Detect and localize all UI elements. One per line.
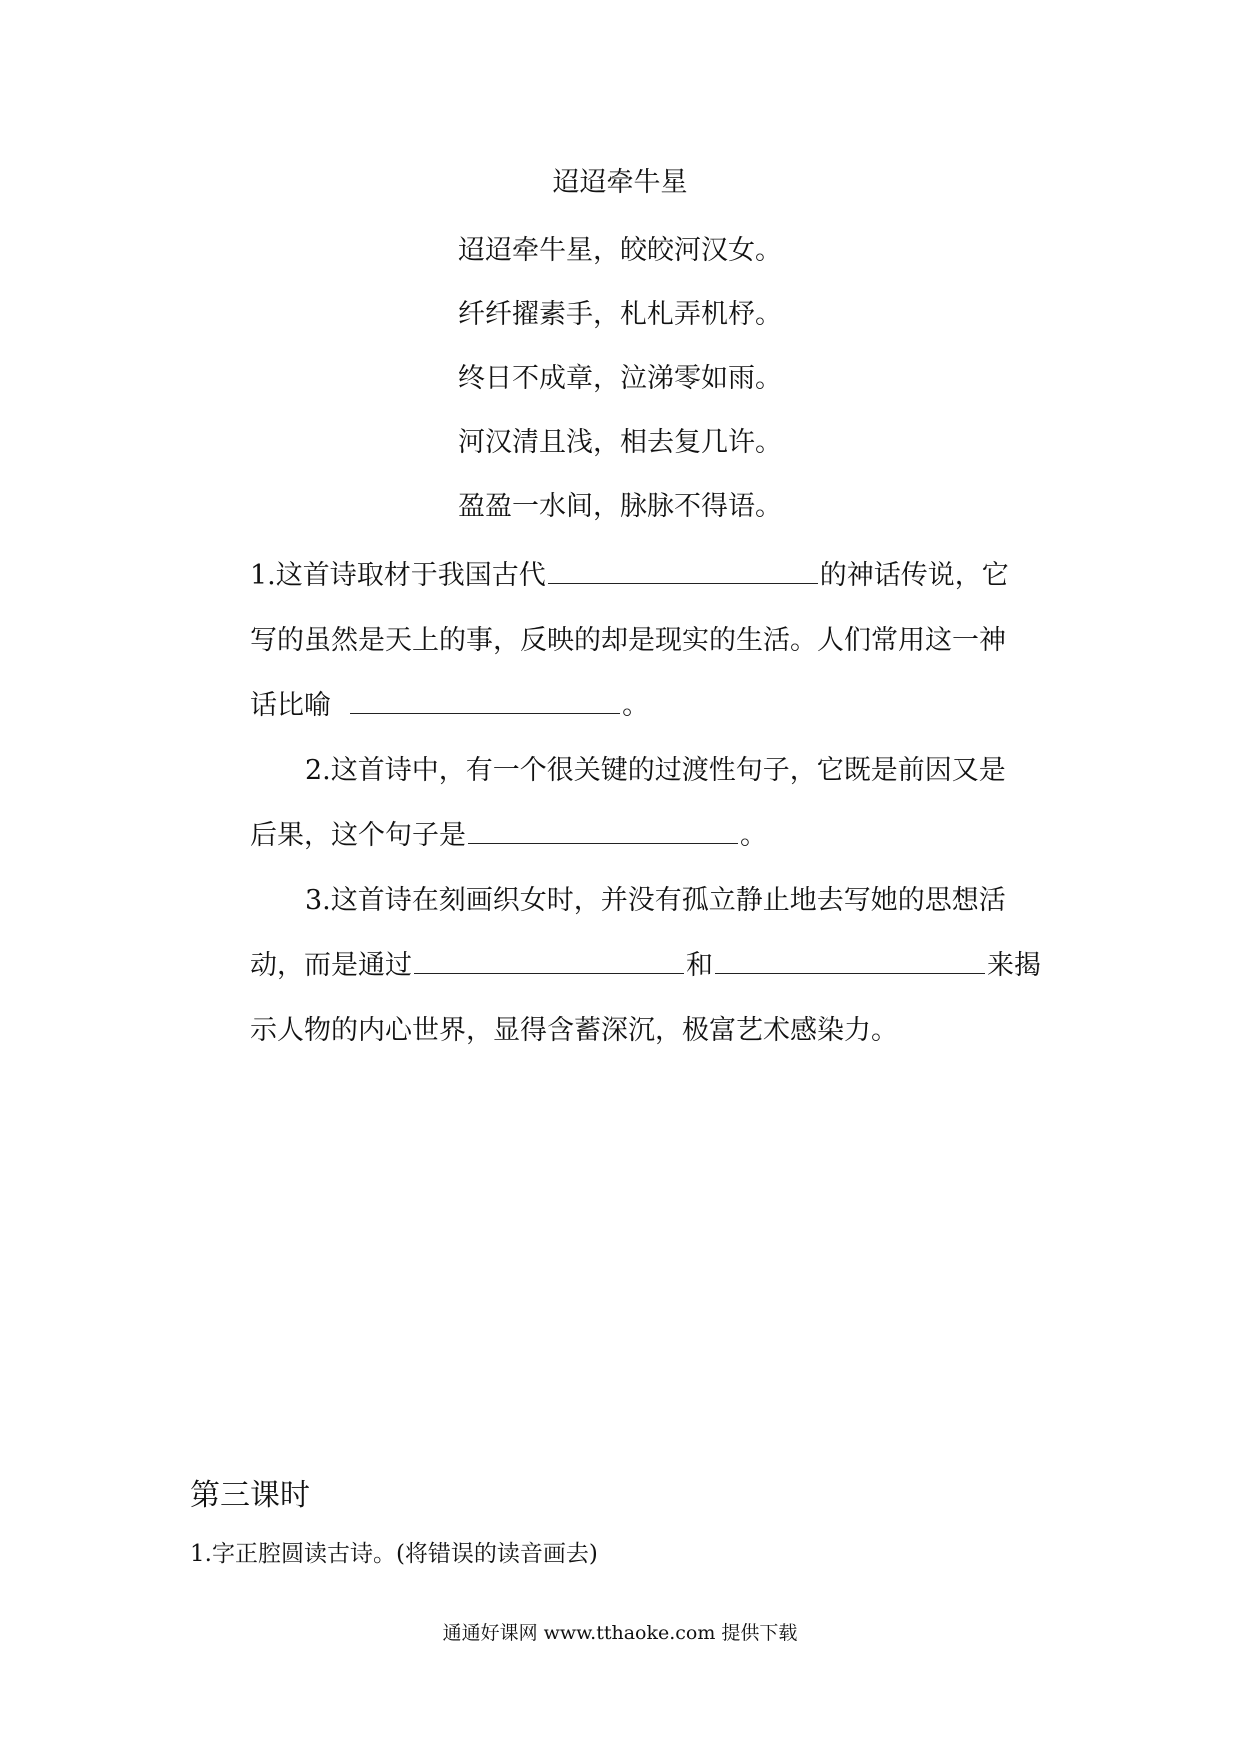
- question-2-text-a: 后果，这个句子是: [250, 820, 466, 851]
- answer-blank-1b[interactable]: [350, 691, 620, 714]
- page-footer: 通通好课网 www.tthaoke.com 提供下载: [442, 1622, 798, 1644]
- poem-line-3: 终日不成章，泣涕零如雨。: [458, 363, 782, 394]
- question-3-line-1: 3.这首诗在刻画织女时，并没有孤立静止地去写她的思想活: [305, 885, 1006, 916]
- answer-blank-3b[interactable]: [715, 951, 985, 974]
- question-3-text-c: 来揭: [987, 950, 1041, 981]
- answer-blank-1a[interactable]: [548, 561, 818, 584]
- poem-line-4: 河汉清且浅，相去复几许。: [458, 427, 782, 458]
- question-3-text-a: 动，而是通过: [250, 950, 412, 981]
- poem-line-2: 纤纤擢素手，札札弄机杼。: [458, 299, 782, 330]
- question-1-text-b: 的神话传说，它: [819, 560, 1009, 591]
- answer-blank-2[interactable]: [468, 821, 738, 844]
- question-3-line-3: 示人物的内心世界，显得含蓄深沉，极富艺术感染力。: [250, 1015, 898, 1046]
- question-2-line-1: 2.这首诗中，有一个很关键的过渡性句子，它既是前因又是: [305, 755, 1006, 786]
- question-1-text-c: 话比喻: [250, 690, 331, 721]
- question-1-text-d: 。: [622, 690, 650, 721]
- section-title: 第三课时: [190, 1478, 310, 1513]
- answer-blank-3a[interactable]: [414, 951, 684, 974]
- question-1-line-2: 写的虽然是天上的事，反映的却是现实的生活。人们常用这一神: [250, 625, 1006, 656]
- question-3-text-b: 和: [686, 950, 713, 981]
- question-1-line-3: [250, 683, 649, 722]
- section-question-1: 1.字正腔圆读古诗。(将错误的读音画去): [190, 1541, 598, 1567]
- question-1-text-a: 1.这首诗取材于我国古代: [250, 560, 546, 591]
- poem-title: 迢迢牵牛星: [552, 167, 688, 198]
- poem-line-1: 迢迢牵牛星，皎皎河汉女。: [458, 235, 782, 266]
- question-3-line-2: [250, 943, 1041, 982]
- question-1-line-1: [250, 553, 1009, 592]
- question-2-line-2: [250, 813, 767, 852]
- poem-line-5: 盈盈一水间，脉脉不得语。: [458, 491, 782, 522]
- question-2-text-b: 。: [740, 820, 767, 851]
